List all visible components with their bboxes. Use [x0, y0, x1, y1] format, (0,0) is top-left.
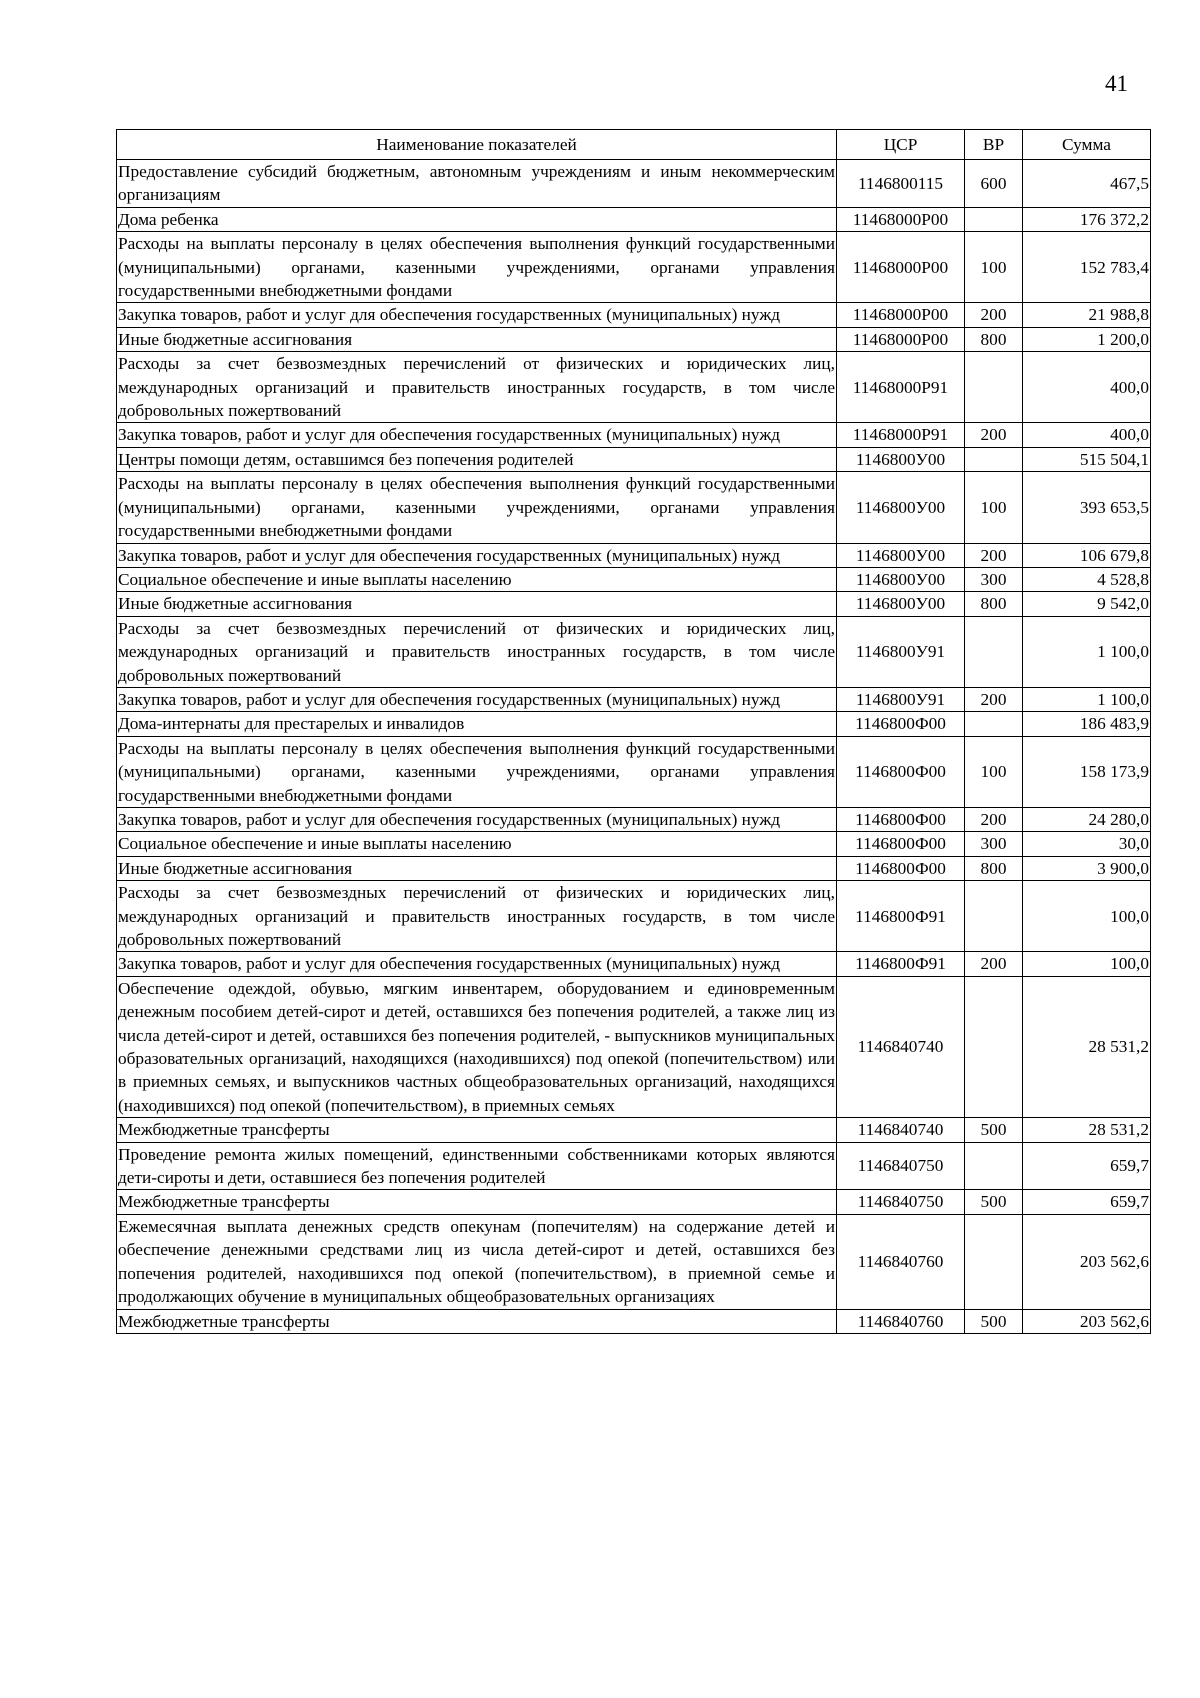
cell-csr: 11468000Р91 [837, 423, 965, 447]
cell-name: Межбюджетные трансферты [117, 1309, 837, 1333]
cell-name: Дома ребенка [117, 207, 837, 231]
cell-vr [965, 976, 1023, 1117]
cell-name: Закупка товаров, работ и услуг для обеспечения государственных (муниципальных) нужд [117, 952, 837, 976]
table-row [117, 1190, 1151, 1214]
cell-sum: 1 100,0 [1023, 616, 1151, 687]
table-row [117, 567, 1151, 591]
table-row [117, 327, 1151, 351]
table-row [117, 616, 1151, 687]
cell-sum: 400,0 [1023, 423, 1151, 447]
table-row [117, 303, 1151, 327]
cell-name: Иные бюджетные ассигнования [117, 327, 837, 351]
cell-sum: 659,7 [1023, 1142, 1151, 1190]
cell-csr: 1146840760 [837, 1214, 965, 1309]
cell-csr: 1146800У91 [837, 616, 965, 687]
cell-csr: 1146840750 [837, 1190, 965, 1214]
cell-name: Межбюджетные трансферты [117, 1190, 837, 1214]
header-sum: Сумма [1023, 130, 1151, 160]
cell-name: Социальное обеспечение и иные выплаты населению [117, 567, 837, 591]
cell-sum: 28 531,2 [1023, 1118, 1151, 1142]
table-row [117, 1118, 1151, 1142]
table-row [117, 1142, 1151, 1190]
cell-sum: 21 988,8 [1023, 303, 1151, 327]
cell-vr: 100 [965, 232, 1023, 303]
cell-name: Расходы на выплаты персоналу в целях обеспечения выполнения функций государственными (муниципальными) органами, казенными учреждениями, органами управления государственными внебюджетными фондами [117, 736, 837, 807]
cell-csr: 1146840750 [837, 1142, 965, 1190]
cell-sum: 152 783,4 [1023, 232, 1151, 303]
cell-csr: 1146840740 [837, 976, 965, 1117]
table-row [117, 160, 1151, 208]
cell-vr: 200 [965, 543, 1023, 567]
cell-name: Предоставление субсидий бюджетным, автономным учреждениям и иным некоммерческим организациям [117, 160, 837, 208]
cell-sum: 30,0 [1023, 832, 1151, 856]
cell-sum: 203 562,6 [1023, 1309, 1151, 1333]
cell-name: Ежемесячная выплата денежных средств опекунам (попечителям) на содержание детей и обеспечение денежными средствами лиц из числа детей-сирот и детей, оставшихся без попечения родителей, находившихся под опекой (попечительством), в приемной семье и продолжающих обучение в муниципальных общеобразовательных организациях [117, 1214, 837, 1309]
cell-vr: 500 [965, 1190, 1023, 1214]
cell-name: Иные бюджетные ассигнования [117, 856, 837, 880]
cell-vr: 500 [965, 1118, 1023, 1142]
table-row [117, 687, 1151, 711]
cell-sum: 100,0 [1023, 952, 1151, 976]
cell-csr: 1146800Ф00 [837, 832, 965, 856]
cell-csr: 1146800У91 [837, 687, 965, 711]
table-row [117, 712, 1151, 736]
cell-csr: 1146800У00 [837, 567, 965, 591]
cell-name: Закупка товаров, работ и услуг для обеспечения государственных (муниципальных) нужд [117, 807, 837, 831]
cell-sum: 467,5 [1023, 160, 1151, 208]
cell-sum: 28 531,2 [1023, 976, 1151, 1117]
cell-vr: 200 [965, 807, 1023, 831]
cell-name: Закупка товаров, работ и услуг для обеспечения государственных (муниципальных) нужд [117, 303, 837, 327]
cell-vr: 800 [965, 856, 1023, 880]
budget-table [116, 129, 1151, 1334]
cell-name: Закупка товаров, работ и услуг для обеспечения государственных (муниципальных) нужд [117, 543, 837, 567]
cell-name: Расходы на выплаты персоналу в целях обеспечения выполнения функций государственными (муниципальными) органами, казенными учреждениями, органами управления государственными внебюджетными фондами [117, 232, 837, 303]
cell-sum: 400,0 [1023, 352, 1151, 423]
cell-csr: 11468000Р00 [837, 207, 965, 231]
cell-vr: 200 [965, 952, 1023, 976]
cell-csr: 1146800Ф00 [837, 856, 965, 880]
table-row [117, 952, 1151, 976]
cell-vr [965, 712, 1023, 736]
cell-vr: 300 [965, 567, 1023, 591]
cell-vr: 500 [965, 1309, 1023, 1333]
cell-sum: 659,7 [1023, 1190, 1151, 1214]
cell-vr: 800 [965, 327, 1023, 351]
table-row [117, 423, 1151, 447]
table-row [117, 976, 1151, 1117]
cell-name: Социальное обеспечение и иные выплаты населению [117, 832, 837, 856]
cell-name: Центры помощи детям, оставшимся без попечения родителей [117, 447, 837, 471]
cell-name: Межбюджетные трансферты [117, 1118, 837, 1142]
cell-vr [965, 207, 1023, 231]
table-row [117, 856, 1151, 880]
cell-sum: 393 653,5 [1023, 472, 1151, 543]
cell-sum: 515 504,1 [1023, 447, 1151, 471]
cell-name: Закупка товаров, работ и услуг для обеспечения государственных (муниципальных) нужд [117, 423, 837, 447]
table-row [117, 832, 1151, 856]
cell-name: Иные бюджетные ассигнования [117, 592, 837, 616]
cell-vr [965, 1214, 1023, 1309]
table-row [117, 472, 1151, 543]
table-header-row [117, 130, 1151, 160]
cell-name: Закупка товаров, работ и услуг для обеспечения государственных (муниципальных) нужд [117, 687, 837, 711]
cell-sum: 186 483,9 [1023, 712, 1151, 736]
cell-vr: 800 [965, 592, 1023, 616]
table-row [117, 592, 1151, 616]
cell-name: Расходы за счет безвозмездных перечислений от физических и юридических лиц, международных организаций и правительств иностранных государств, в том числе добровольных пожертвований [117, 616, 837, 687]
cell-csr: 1146800У00 [837, 447, 965, 471]
cell-vr [965, 616, 1023, 687]
table-body [117, 160, 1151, 1334]
cell-csr: 1146800Ф91 [837, 952, 965, 976]
cell-name: Расходы за счет безвозмездных перечислений от физических и юридических лиц, международных организаций и правительств иностранных государств, в том числе добровольных пожертвований [117, 352, 837, 423]
cell-csr: 1146800Ф00 [837, 807, 965, 831]
table-row [117, 881, 1151, 952]
cell-csr: 1146840740 [837, 1118, 965, 1142]
table-row [117, 736, 1151, 807]
cell-sum: 203 562,6 [1023, 1214, 1151, 1309]
header-csr: ЦСР [837, 130, 965, 160]
table-row [117, 1309, 1151, 1333]
table-row [117, 207, 1151, 231]
cell-vr [965, 352, 1023, 423]
cell-csr: 1146800Ф00 [837, 712, 965, 736]
cell-sum: 176 372,2 [1023, 207, 1151, 231]
cell-vr [965, 447, 1023, 471]
table-row [117, 447, 1151, 471]
cell-csr: 11468000Р00 [837, 327, 965, 351]
cell-sum: 9 542,0 [1023, 592, 1151, 616]
cell-csr: 1146840760 [837, 1309, 965, 1333]
cell-vr: 100 [965, 736, 1023, 807]
page-number: 41 [1105, 71, 1128, 96]
cell-csr: 1146800115 [837, 160, 965, 208]
cell-sum: 158 173,9 [1023, 736, 1151, 807]
cell-vr [965, 1142, 1023, 1190]
cell-sum: 3 900,0 [1023, 856, 1151, 880]
cell-csr: 1146800Ф00 [837, 736, 965, 807]
cell-sum: 1 100,0 [1023, 687, 1151, 711]
cell-name: Расходы на выплаты персоналу в целях обеспечения выполнения функций государственными (муниципальными) органами, казенными учреждениями, органами управления государственными внебюджетными фондами [117, 472, 837, 543]
cell-vr: 200 [965, 687, 1023, 711]
cell-vr: 200 [965, 303, 1023, 327]
cell-name: Расходы за счет безвозмездных перечислений от физических и юридических лиц, международных организаций и правительств иностранных государств, в том числе добровольных пожертвований [117, 881, 837, 952]
table-row [117, 543, 1151, 567]
cell-sum: 100,0 [1023, 881, 1151, 952]
table-row [117, 1214, 1151, 1309]
cell-csr: 11468000Р91 [837, 352, 965, 423]
cell-vr: 100 [965, 472, 1023, 543]
header-vr: ВР [965, 130, 1023, 160]
cell-sum: 1 200,0 [1023, 327, 1151, 351]
cell-vr [965, 881, 1023, 952]
cell-vr: 300 [965, 832, 1023, 856]
cell-csr: 1146800Ф91 [837, 881, 965, 952]
cell-csr: 11468000Р00 [837, 232, 965, 303]
cell-name: Обеспечение одеждой, обувью, мягким инвентарем, оборудованием и единовременным денежным пособием детей-сирот и детей, оставшихся без попечения родителей, а также лиц из числа детей-сирот и детей, оставшихся без попечения родителей, - выпускников муниципальных образовательных организаций, находящихся (находившихся) под опекой (попечительством) или в приемных семьях, и выпускников частных общеобразовательных организаций, находящихся (находившихся) под опекой (попечительством), в приемных семьях [117, 976, 837, 1117]
cell-csr: 1146800У00 [837, 592, 965, 616]
cell-sum: 106 679,8 [1023, 543, 1151, 567]
cell-csr: 1146800У00 [837, 472, 965, 543]
cell-sum: 24 280,0 [1023, 807, 1151, 831]
cell-csr: 1146800У00 [837, 543, 965, 567]
table-row [117, 807, 1151, 831]
table-row [117, 352, 1151, 423]
table-row [117, 232, 1151, 303]
cell-vr: 600 [965, 160, 1023, 208]
cell-vr: 200 [965, 423, 1023, 447]
cell-csr: 11468000Р00 [837, 303, 965, 327]
cell-name: Проведение ремонта жилых помещений, единственными собственниками которых являются дети-сироты и дети, оставшиеся без попечения родителей [117, 1142, 837, 1190]
cell-sum: 4 528,8 [1023, 567, 1151, 591]
cell-name: Дома-интернаты для престарелых и инвалидов [117, 712, 837, 736]
header-name: Наименование показателей [117, 130, 837, 160]
